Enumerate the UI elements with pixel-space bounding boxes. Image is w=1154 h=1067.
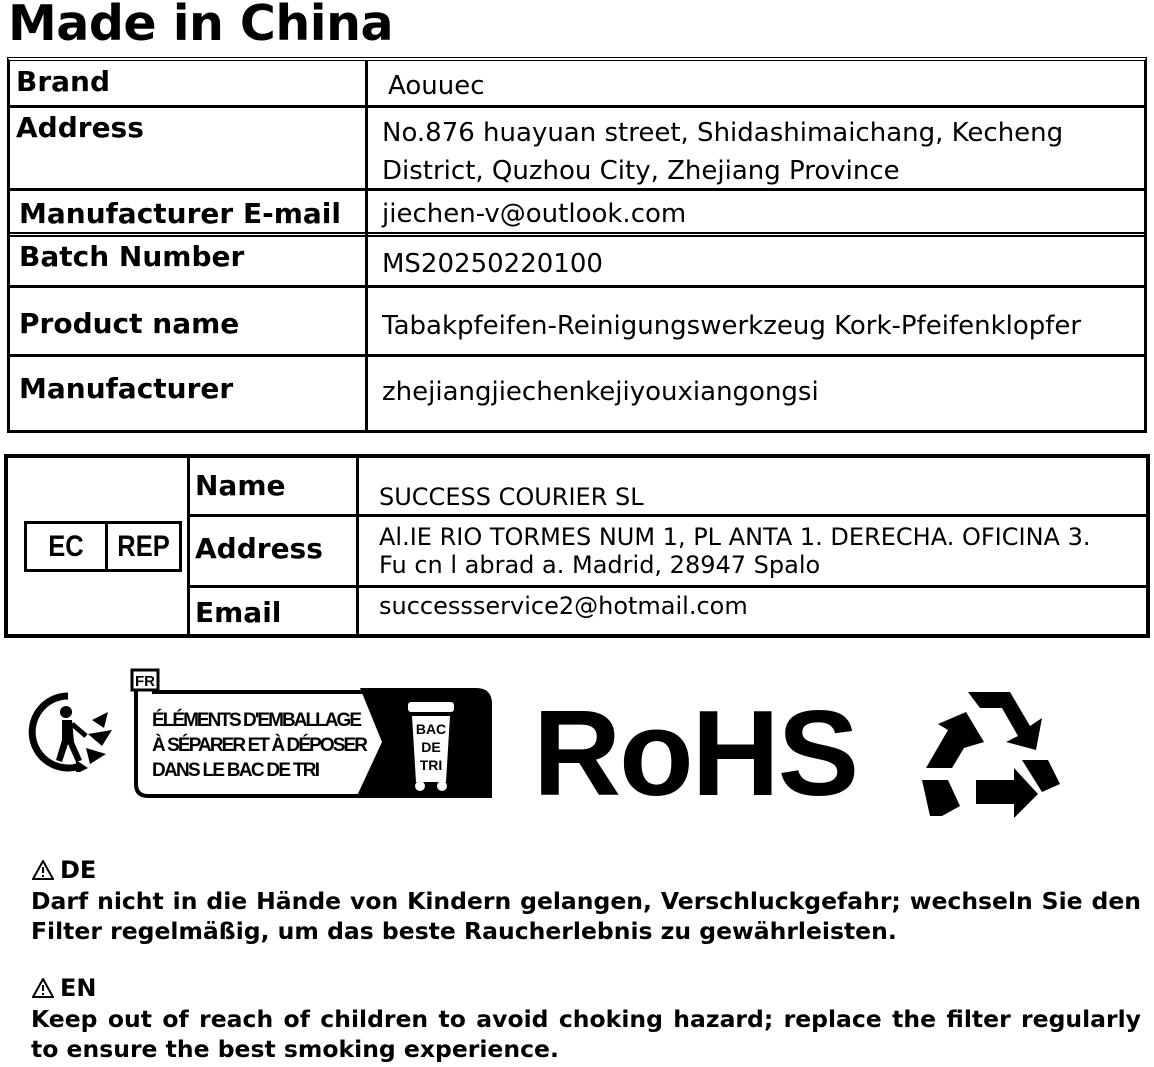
brand-label: Brand	[16, 65, 111, 98]
fr-badge-text: FR	[135, 673, 155, 690]
manufacturer-value: zhejiangjiechenkejiyouxiangongsi	[382, 377, 819, 407]
brand-value: Aouuec	[388, 71, 485, 101]
ec-rep-badge-divider	[105, 524, 108, 569]
row-divider	[187, 585, 1146, 588]
rep-name-value: SUCCESS COURIER SL	[379, 483, 644, 511]
ec-rep-table	[4, 454, 1150, 638]
page-title: Made in China	[8, 0, 394, 52]
row-divider	[10, 105, 1144, 108]
manufacturer-email-label: Manufacturer E-mail	[19, 197, 341, 230]
batch-number-label: Batch Number	[19, 240, 245, 273]
column-divider	[187, 458, 190, 634]
warning-lang-en: EN	[60, 974, 97, 1002]
rep-email-value: successservice2@hotmail.com	[379, 592, 748, 620]
recycle-icon	[918, 684, 1064, 820]
column-divider	[356, 458, 359, 634]
warning-lang-de: DE	[60, 856, 97, 884]
manufacturer-label: Manufacturer	[19, 372, 234, 405]
fr-text-line3: DANS LE BAC DE TRI	[152, 760, 320, 781]
ec-rep-badge-rep: REP	[117, 529, 170, 563]
warning-heading-de	[32, 856, 96, 884]
batch-number-value: MS20250220100	[382, 249, 603, 279]
warning-icon	[32, 860, 54, 880]
triman-icon	[28, 690, 120, 772]
fr-text-line2: À SÉPARER ET À DÉPOSER	[152, 735, 368, 756]
rep-address-value-line2: Fu cn l abrad a. Madrid, 28947 Spalo	[379, 551, 821, 579]
fr-sorting-info-logo	[130, 668, 496, 802]
row-divider	[10, 285, 1144, 288]
rep-address-label: Address	[195, 532, 323, 565]
product-info-table	[7, 57, 1147, 433]
rep-email-label: Email	[195, 596, 282, 629]
fr-text-line1: ÉLÉMENTS D'EMBALLAGE	[152, 710, 362, 731]
bin-text-line3: TRI	[419, 757, 443, 773]
address-label: Address	[16, 111, 144, 144]
address-value-line2: District, Quzhou City, Zhejiang Province	[382, 156, 900, 186]
bin-text-line2: DE	[421, 739, 441, 755]
row-divider	[187, 514, 1146, 517]
ec-rep-badge-ec: EC	[48, 529, 84, 563]
bin-text-line1: BAC	[415, 721, 447, 737]
address-value-line1: No.876 huayuan street, Shidashimaichang, Kecheng	[382, 118, 1064, 148]
warning-text-de: Darf nicht in die Hände von Kindern gelangen, Verschluckgefahr; wechseln Sie den Filter regelmäßig, um das beste Raucherlebnis zu gewährleisten.	[31, 887, 1141, 945]
rep-name-label: Name	[195, 469, 286, 502]
warning-heading-en	[32, 974, 96, 1002]
product-name-value: Tabakpfeifen-Reinigungswerkzeug Kork-Pfeifenklopfer	[382, 311, 1082, 341]
warning-icon	[32, 978, 54, 998]
rep-address-value-line1: Al.IE RIO TORMES NUM 1, PL ANTA 1. DERECHA. OFICINA 3.	[379, 523, 1091, 551]
manufacturer-email-value: jiechen-v@outlook.com	[382, 199, 687, 229]
row-divider	[10, 354, 1144, 357]
ec-rep-badge	[24, 521, 182, 572]
product-name-label: Product name	[19, 307, 240, 340]
column-divider	[365, 61, 368, 430]
rohs-logo: RoHS	[533, 685, 858, 821]
warning-text-en: Keep out of reach of children to avoid choking hazard; replace the filter regularly to ensure the best smoking experience.	[31, 1005, 1141, 1063]
